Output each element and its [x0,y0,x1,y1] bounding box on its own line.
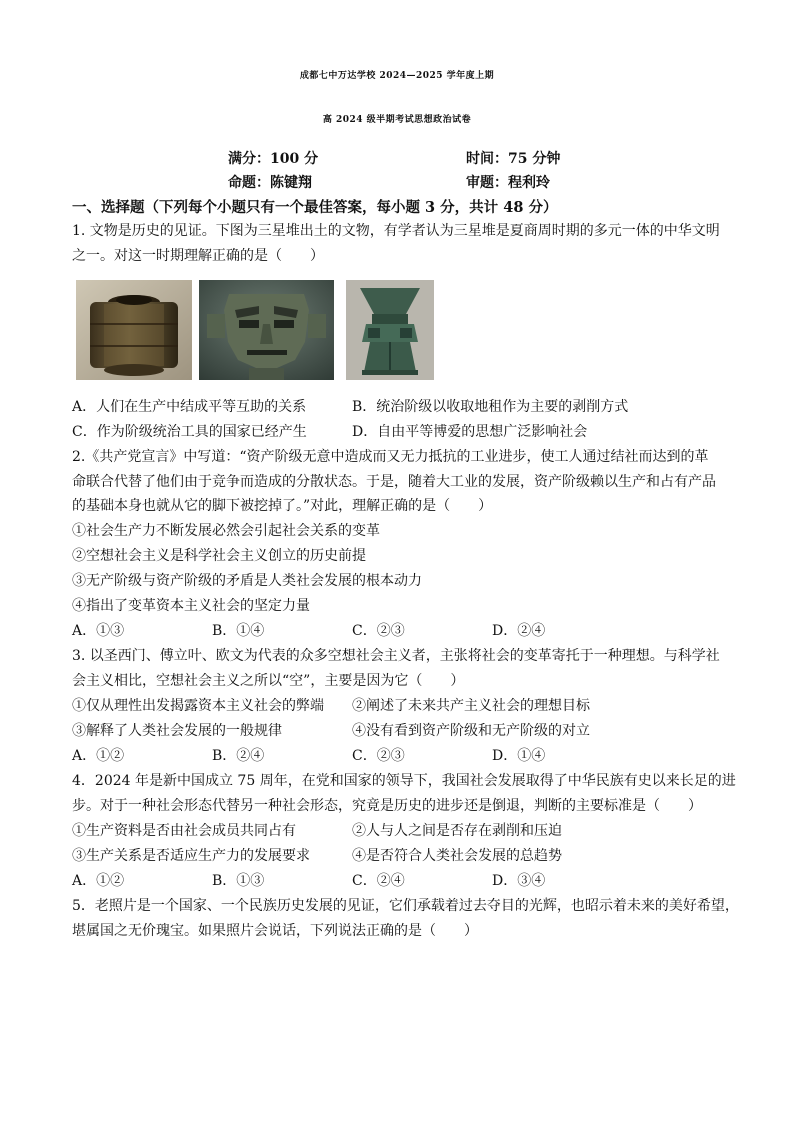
q2-stem-line1: 2.《共产党宣言》中写道：“资产阶级无意中造成而又无力抵抗的工业进步，使工人通过结社而达到的革 [72,449,709,465]
q2-option-c: C．②③ [352,623,405,639]
q5-stem-line2: 堪属国之无价瑰宝。如果照片会说话，下列说法正确的是（ ） [72,923,478,939]
q4-statement-4: ④是否符合人类社会发展的总趋势 [352,848,562,864]
bronze-zun-vessel-icon [346,280,434,380]
q3-option-d: D．①④ [492,748,546,764]
q3-statement-3: ③解释了人类社会发展的一般规律 [72,723,282,739]
exam-title-subject: 高 2024 级半期考试思想政治试卷 [322,115,472,125]
q3-option-b: B．②④ [212,748,265,764]
full-score: 满分：100 分 [228,151,319,167]
exam-reviewer: 审题：程利玲 [466,175,550,191]
q4-statement-2: ②人与人之间是否存在剥削和压迫 [352,823,562,839]
exam-author: 命题：陈键翔 [228,175,312,191]
q3-statement-4: ④没有看到资产阶级和无产阶级的对立 [352,723,590,739]
q2-statement-1: ①社会生产力不断发展必然会引起社会关系的变革 [72,523,380,539]
q1-option-b: B．统治阶级以收取地租作为主要的剥削方式 [352,399,629,415]
q4-option-c: C．②④ [352,873,405,889]
section-heading-choice: 一、选择题（下列每个小题只有一个最佳答案，每小题 3 分，共计 48 分） [72,199,558,216]
q4-stem-line1: 4．2024 年是新中国成立 75 周年，在党和国家的领导下，我国社会发展取得了中华民族有史以来长足的进 [72,773,736,789]
q2-statement-4: ④指出了变革资本主义社会的坚定力量 [72,598,310,614]
q5-stem-line1: 5．老照片是一个国家、一个民族历史发展的见证，它们承载着过去夺目的光辉，也昭示着未来的美好希望， [72,898,739,914]
q1-option-a: A．人们在生产中结成平等互助的关系 [72,399,307,415]
q4-option-d: D．③④ [492,873,546,889]
q3-option-a: A．①② [72,748,125,764]
q2-option-b: B．①④ [212,623,265,639]
q1-stem-line1: 1. 文物是历史的见证。下图为三星堆出土的文物，有学者认为三星堆是夏商周时期的多元一体的中华文明 [72,223,720,239]
q3-stem-line1: 3. 以圣西门、傅立叶、欧文为代表的众多空想社会主义者，主张将社会的变革寄托于一种理想。与科学社 [72,648,720,664]
q2-option-a: A．①③ [72,623,125,639]
q1-option-c: C．作为阶级统治工具的国家已经产生 [72,424,307,440]
q4-statement-3: ③生产关系是否适应生产力的发展要求 [72,848,310,864]
q4-statement-1: ①生产资料是否由社会成员共同占有 [72,823,296,839]
exam-title-school: 成都七中万达学校 2024—2025 学年度上期 [299,71,495,81]
q1-stem-line2: 之一。对这一时期理解正确的是（ ） [72,248,324,264]
q4-option-a: A．①② [72,873,125,889]
exam-time: 时间：75 分钟 [466,151,561,167]
jade-cong-artifact-icon [76,280,192,380]
q4-option-b: B．①③ [212,873,265,889]
q2-option-d: D．②④ [492,623,546,639]
q3-statement-1: ①仅从理性出发揭露资本主义社会的弊端 [72,698,324,714]
bronze-mask-artifact-icon [199,280,334,380]
q4-stem-line2: 步。对于一种社会形态代替另一种社会形态，究竟是历史的进步还是倒退，判断的主要标准是（ ） [72,798,702,814]
q1-option-d: D．自由平等博爱的思想广泛影响社会 [352,424,588,440]
q2-stem-line2: 命联合代替了他们由于竞争而造成的分散状态。于是，随着大工业的发展，资产阶级赖以生产和占有产品 [72,474,716,490]
q3-statement-2: ②阐述了未来共产主义社会的理想目标 [352,698,590,714]
q3-stem-line2: 会主义相比，空想社会主义之所以“空”，主要是因为它（ ） [72,673,465,689]
q2-statement-3: ③无产阶级与资产阶级的矛盾是人类社会发展的根本动力 [72,573,422,589]
q2-statement-2: ②空想社会主义是科学社会主义创立的历史前提 [72,548,366,564]
q2-stem-line3: 的基础本身也就从它的脚下被挖掉了。”对此，理解正确的是（ ） [72,498,493,514]
q3-option-c: C．②③ [352,748,405,764]
